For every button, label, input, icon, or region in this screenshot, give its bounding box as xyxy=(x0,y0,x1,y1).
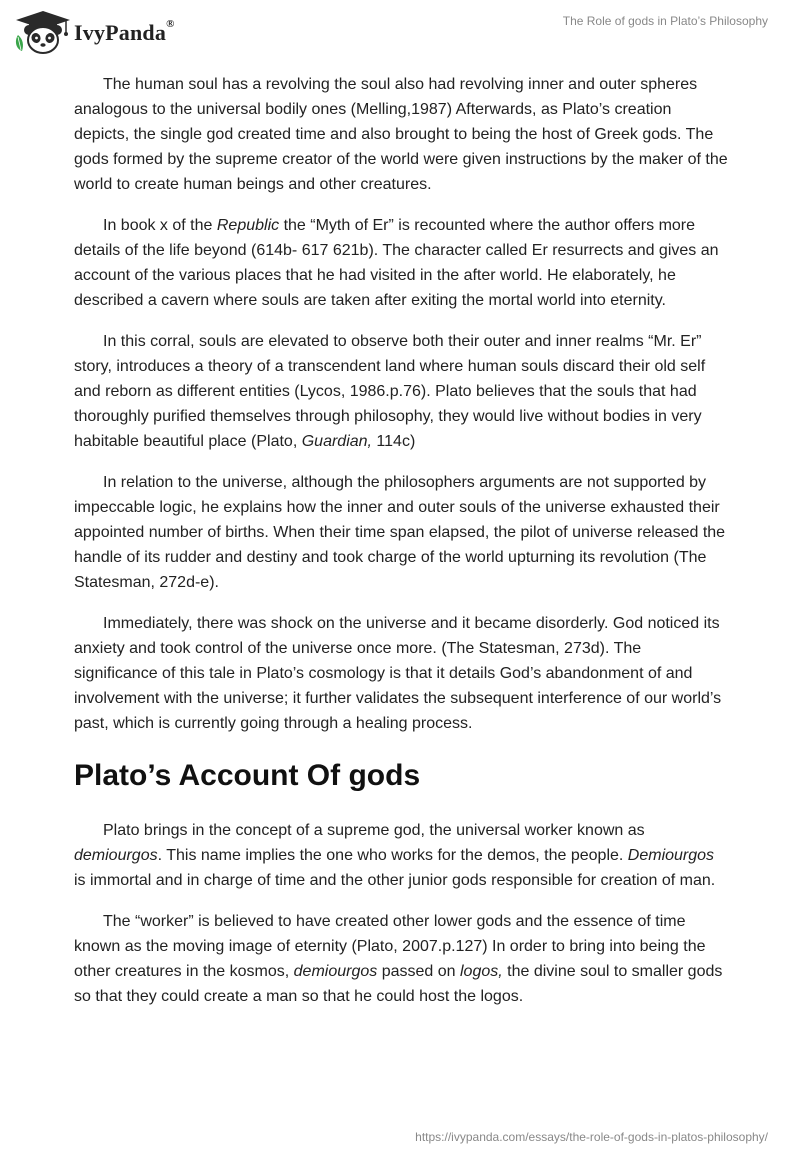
italic-title: Republic xyxy=(216,217,280,234)
italic-term: demiourgos xyxy=(74,847,158,864)
paragraph: The human soul has a revolving the soul also had revolving inner and outer spheres analogous to the universal bodily ones (Melling,1987) Afterwards, as Plato’s creation depicts, the single god created time and also brought to being the host of Greek gods. The gods formed by the supreme creator of the world were given instructions by the maker of the world to create human beings and other creatures. xyxy=(74,76,728,193)
paragraph: In book x of the Republic the “Myth of Er” is recounted where the author offers more details of the life beyond (614b- 617 621b). The character called Er resurrects and gives an account of the various places that he had visited in the after world. He elaborately, he described a cavern where souls are taken after exiting the mortal world into eternity. xyxy=(74,217,719,309)
italic-term: logos, xyxy=(460,963,503,980)
document-title: The Role of gods in Plato’s Philosophy xyxy=(562,14,768,28)
source-url[interactable]: https://ivypanda.com/essays/the-role-of-gods-in-platos-philosophy/ xyxy=(415,1130,768,1144)
brand-name: IvyPanda® xyxy=(74,18,175,45)
paragraph: Plato brings in the concept of a supreme god, the universal worker known as demiourgos. This name implies the one who works for the demos, the people. Demiourgos is immortal and in charge of time and the other junior gods responsible for creation of man. xyxy=(74,822,716,889)
italic-title: Guardian, xyxy=(301,433,372,450)
paragraph: In relation to the universe, although the philosophers arguments are not supported by impeccable logic, he explains how the inner and outer souls of the universe exhausted their appointed number of births. When their time span elapsed, the pilot of universe released the handle of its rudder and destiny and took charge of the world upturning its revolution (The Statesman, 272d-e). xyxy=(74,474,726,591)
italic-term: Demiourgos xyxy=(627,847,715,864)
panda-graduation-cap-icon xyxy=(14,9,72,55)
italic-term: demiourgos xyxy=(293,963,378,980)
section-heading: Plato’s Account Of gods xyxy=(74,759,421,792)
essay-body xyxy=(74,72,728,1025)
registered-mark: ® xyxy=(166,18,175,30)
ivypanda-logo[interactable] xyxy=(14,9,175,55)
paragraph: Immediately, there was shock on the universe and it became disorderly. God noticed its anxiety and took control of the universe once more. (The Statesman, 273d). The significance of this tale in Plato’s cosmology is that it details God’s abandonment of and involvement with the universe; it further validates the subsequent interference of our world’s past, which is currently going through a healing process. xyxy=(74,615,722,732)
paragraph: The “worker” is believed to have created other lower gods and the essence of time known as the moving image of eternity (Plato, 2007.p.127) In order to bring into being the other creatures in the kosmos, demiourgos passed on logos, the divine soul to smaller gods so that they could create a man so that he could host the logos. xyxy=(74,913,723,1005)
paragraph: In this corral, souls are elevated to observe both their outer and inner realms “Mr. Er” story, introduces a theory of a transcendent land where human souls discard their old self and reborn as different entities (Lycos, 1986.p.76). Plato believes that the souls that had thoroughly purified themselves through philosophy, they would live without bodies in very habitable beautiful place (Plato, Guardian, 114c) xyxy=(74,333,706,450)
page-header xyxy=(0,0,800,60)
